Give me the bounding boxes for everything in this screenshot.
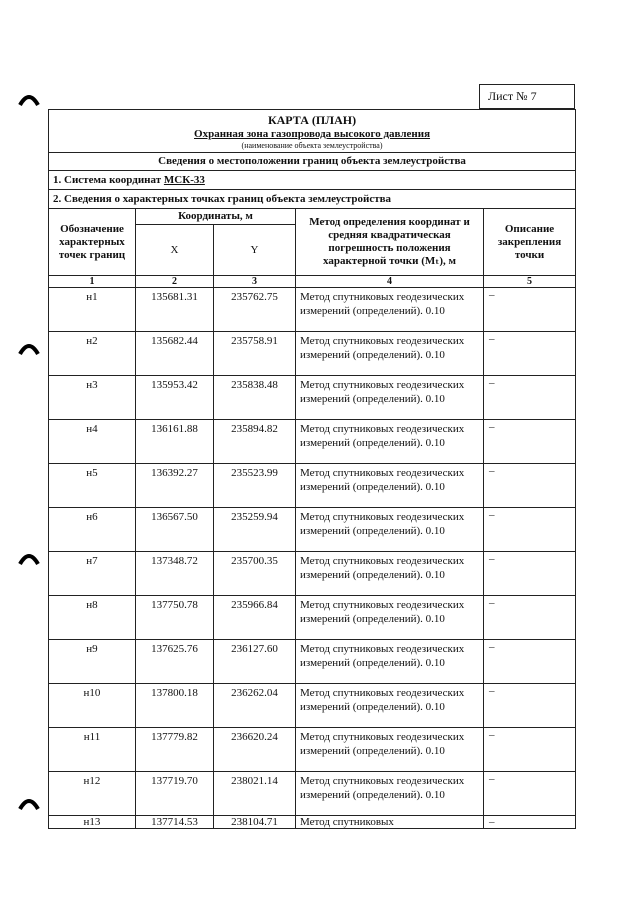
- method-cell: Метод спутниковых геодезических измерений (определений). 0.10: [296, 420, 484, 464]
- table-row: [49, 772, 576, 816]
- header-y: Y: [214, 225, 296, 276]
- point-id: н9: [49, 640, 136, 684]
- table-row: [49, 420, 576, 464]
- method-cell: Метод спутниковых геодезических измерений (определений). 0.10: [296, 772, 484, 816]
- method-cell: Метод спутниковых геодезических измерений (определений). 0.10: [296, 728, 484, 772]
- point-id: н5: [49, 464, 136, 508]
- description-cell: –: [484, 640, 576, 684]
- description-cell: –: [484, 728, 576, 772]
- table-row: [49, 816, 576, 829]
- description-cell: –: [484, 508, 576, 552]
- coord-x: 137348.72: [136, 552, 214, 596]
- section-header: Сведения о местоположении границ объекта землеустройства: [49, 153, 576, 171]
- description-cell: –: [484, 420, 576, 464]
- table-row: [49, 640, 576, 684]
- column-number: 1: [49, 276, 136, 288]
- point-id: н6: [49, 508, 136, 552]
- point-id: н11: [49, 728, 136, 772]
- coord-x: 137719.70: [136, 772, 214, 816]
- description-cell: –: [484, 332, 576, 376]
- method-cell: Метод спутниковых геодезических измерений (определений). 0.10: [296, 508, 484, 552]
- coord-y: 236262.04: [214, 684, 296, 728]
- coord-x: 137714.53: [136, 816, 214, 829]
- table-row: [49, 464, 576, 508]
- boundary-points-table: [48, 109, 576, 829]
- method-cell: Метод спутниковых геодезических измерений (определений). 0.10: [296, 640, 484, 684]
- coord-y: 236620.24: [214, 728, 296, 772]
- method-cell: Метод спутниковых геодезических измерений (определений). 0.10: [296, 684, 484, 728]
- column-number: 2: [136, 276, 214, 288]
- coord-y: 235259.94: [214, 508, 296, 552]
- coord-x: 135682.44: [136, 332, 214, 376]
- coord-x: 136392.27: [136, 464, 214, 508]
- method-cell: Метод спутниковых геодезических измерений (определений). 0.10: [296, 596, 484, 640]
- coord-y: 236127.60: [214, 640, 296, 684]
- coord-x: 135953.42: [136, 376, 214, 420]
- coordinate-system-label: 1. Система координат: [53, 174, 162, 186]
- document-title: КАРТА (ПЛАН): [267, 113, 357, 127]
- header-designation: Обозначение характерных точек границ: [49, 209, 136, 276]
- coord-y: 238104.71: [214, 816, 296, 829]
- point-id: н7: [49, 552, 136, 596]
- column-number: 4: [296, 276, 484, 288]
- method-cell: Метод спутниковых геодезических измерений (определений). 0.10: [296, 552, 484, 596]
- title-block: [49, 110, 576, 153]
- table-row: [49, 552, 576, 596]
- punch-hole-mark-icon: [18, 341, 40, 355]
- coord-y: 235762.75: [214, 288, 296, 332]
- description-cell: –: [484, 596, 576, 640]
- table-row: [49, 684, 576, 728]
- coord-y: 235758.91: [214, 332, 296, 376]
- coord-x: 137800.18: [136, 684, 214, 728]
- coord-x: 137625.76: [136, 640, 214, 684]
- coordinate-system: [49, 171, 576, 190]
- coord-x: 136161.88: [136, 420, 214, 464]
- point-id: н3: [49, 376, 136, 420]
- coord-y: 235894.82: [214, 420, 296, 464]
- punch-hole-mark-icon: [18, 796, 40, 810]
- coord-y: 235700.35: [214, 552, 296, 596]
- object-name: Охранная зона газопровода высокого давления: [194, 128, 431, 140]
- point-id: н12: [49, 772, 136, 816]
- object-name-caption: (наименование объекта землеустройства): [241, 141, 383, 150]
- method-cell: Метод спутниковых геодезических измерений (определений). 0.10: [296, 288, 484, 332]
- description-cell: –: [484, 684, 576, 728]
- point-id: н13: [49, 816, 136, 829]
- coord-x: 135681.31: [136, 288, 214, 332]
- column-number: 5: [484, 276, 576, 288]
- coord-x: 137779.82: [136, 728, 214, 772]
- coordinate-system-value: МСК-33: [163, 174, 205, 186]
- header-description: Описание закрепления точки: [484, 209, 576, 276]
- point-id: н4: [49, 420, 136, 464]
- coord-x: 136567.50: [136, 508, 214, 552]
- table-row: [49, 332, 576, 376]
- coord-y: 235838.48: [214, 376, 296, 420]
- column-number: 3: [214, 276, 296, 288]
- coord-y: 235966.84: [214, 596, 296, 640]
- method-cell: Метод спутниковых геодезических измерений (определений). 0.10: [296, 376, 484, 420]
- punch-hole-mark-icon: [18, 92, 40, 106]
- point-id: н1: [49, 288, 136, 332]
- column-numbers-row: [49, 276, 576, 288]
- coord-x: 137750.78: [136, 596, 214, 640]
- description-cell: –: [484, 816, 576, 829]
- description-cell: –: [484, 464, 576, 508]
- header-x: X: [136, 225, 214, 276]
- coord-y: 238021.14: [214, 772, 296, 816]
- method-cell: Метод спутниковых геодезических измерений (определений). 0.10: [296, 464, 484, 508]
- method-cell: Метод спутниковых: [296, 816, 484, 829]
- description-cell: –: [484, 772, 576, 816]
- points-section-header: 2. Сведения о характерных точках границ объекта землеустройства: [49, 190, 576, 209]
- point-id: н2: [49, 332, 136, 376]
- table-row: [49, 596, 576, 640]
- header-coordinates: Координаты, м: [136, 209, 296, 225]
- description-cell: –: [484, 552, 576, 596]
- table-row: [49, 508, 576, 552]
- point-id: н8: [49, 596, 136, 640]
- coord-y: 235523.99: [214, 464, 296, 508]
- header-method: Метод определения координат и средняя квадратическая погрешность положения характерной точки (Mₜ), м: [296, 209, 484, 276]
- point-id: н10: [49, 684, 136, 728]
- table-row: [49, 288, 576, 332]
- punch-hole-mark-icon: [18, 551, 40, 565]
- sheet-number: Лист № 7: [479, 84, 575, 109]
- description-cell: –: [484, 288, 576, 332]
- table-row: [49, 728, 576, 772]
- method-cell: Метод спутниковых геодезических измерений (определений). 0.10: [296, 332, 484, 376]
- description-cell: –: [484, 376, 576, 420]
- table-row: [49, 376, 576, 420]
